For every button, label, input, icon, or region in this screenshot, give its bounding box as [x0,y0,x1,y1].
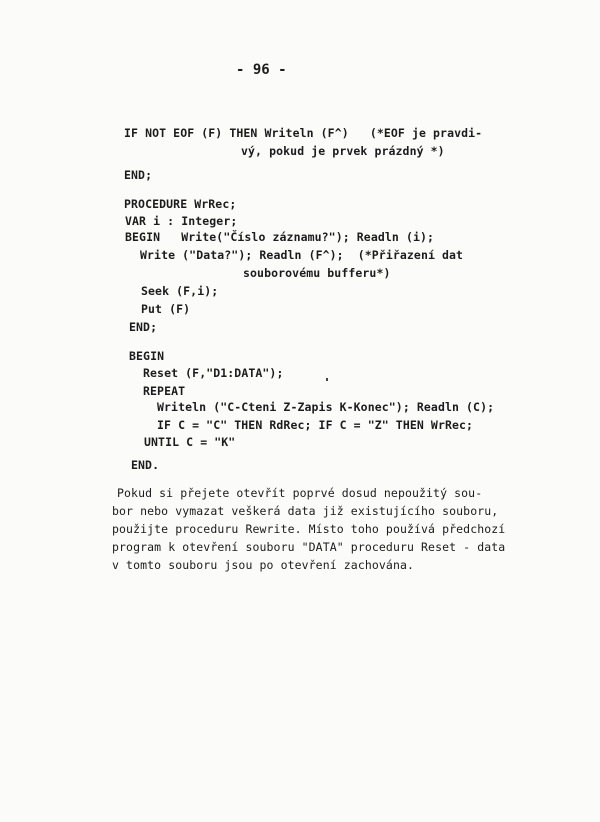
paragraph-line: Pokud si přejete otevřít poprvé dosud nepoužitý sou- [117,486,483,500]
page-number: - 96 - [236,62,287,78]
paragraph-line: bor nebo vymazat veškerá data již existujícího souboru, [112,504,499,518]
code-line: Writeln ("C-Cteni Z-Zapis K-Konec"); Readln (C); [157,400,495,414]
code-line: Write ("Data?"); Readln (F^); (*Přiřazení dat [140,248,464,262]
code-line: END; [124,168,153,182]
code-line: IF NOT EOF (F) THEN Writeln (F^) (*EOF je pravdi- [124,126,483,140]
code-line: UNTIL C = "K" [144,435,236,449]
code-line: IF C = "C" THEN RdRec; IF C = "Z" THEN WrRec; [157,418,474,432]
code-line: PROCEDURE WrRec; [124,197,237,211]
code-line: BEGIN [129,349,165,363]
code-line: Reset (F,"D1:DATA"); [143,366,284,380]
code-line: souborovému bufferu*) [243,266,391,280]
code-line: Put (F) [141,302,191,316]
code-line: END. [131,458,160,472]
paragraph-line: použijte proceduru Rewrite. Místo toho používá předchozí [112,522,506,536]
paragraph-line: program k otevření souboru "DATA" proceduru Reset - data [112,540,506,554]
code-line: Seek (F,i); [141,284,219,298]
code-line: vý, pokud je prvek prázdný *) [241,144,445,158]
paragraph-line: v tomto souboru jsou po otevření zachována. [112,558,415,572]
scan-speck [326,378,328,381]
code-line: END; [129,320,158,334]
code-line: BEGIN Write("Číslo záznamu?"); Readln (i); [125,230,435,244]
code-line: REPEAT [143,384,186,398]
code-line: VAR i : Integer; [125,214,238,228]
